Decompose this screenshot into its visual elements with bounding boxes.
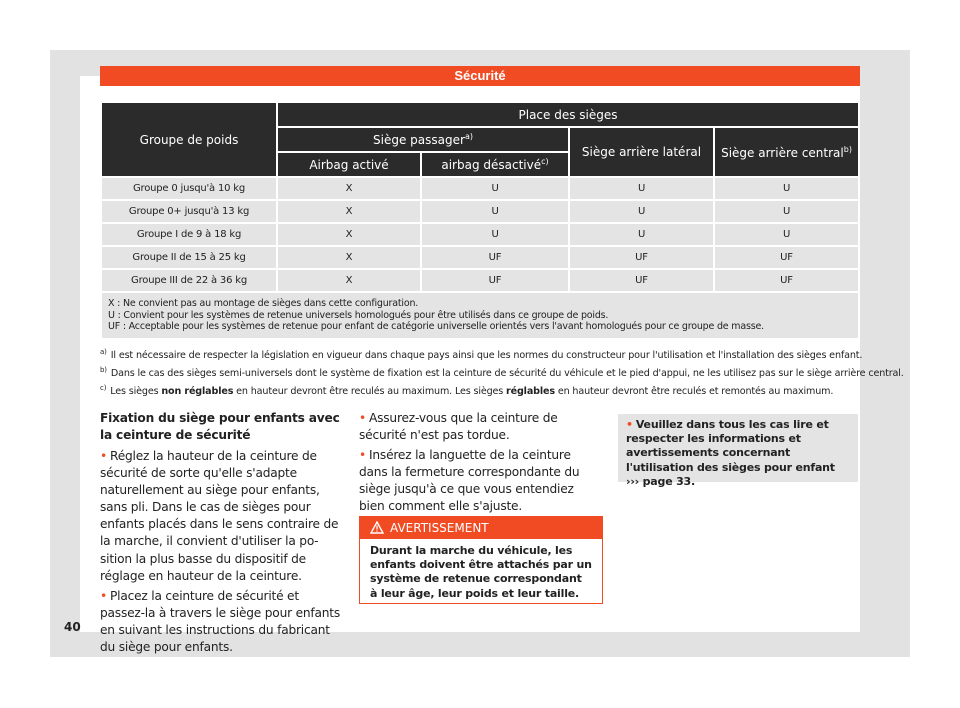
rear-side-seat-header: Siège arrière latéral: [569, 127, 714, 177]
page-reference-link[interactable]: ››› page 33.: [626, 474, 695, 488]
table-row: [101, 246, 859, 269]
weight-group-header: Groupe de poids: [101, 102, 277, 177]
instruction-2: • Placez la ceinture de sécurité et passez-la à travers le siège pour enfants en suivant les instructions du fabricant du siège pour enfants.: [100, 588, 341, 655]
table-legend-row: [101, 292, 859, 339]
airbag-on-header: Airbag activé: [277, 152, 421, 177]
row-rear-center: U: [714, 177, 859, 200]
row-rear-side: U: [569, 200, 714, 223]
instruction-4: • Insérez la languette de la ceinture dans la fermeture correspondante du siège jusqu'à ce que vous entendiez bien comment elle s'ajuste.: [359, 448, 580, 514]
row-airbag-on: X: [277, 223, 421, 246]
row-airbag-on: X: [277, 200, 421, 223]
row-airbag-on: X: [277, 246, 421, 269]
page-number: 40: [64, 620, 81, 634]
note-box: • Veuillez dans tous les cas lire et respecter les informations et avertissements concernant l'utilisation des sièges pour enfant ››› page 33.: [618, 414, 858, 482]
warning-text: Durant la marche du véhicule, les enfants doivent être attachés par un système de retenue correspondant à leur âge, leur poids et leur taille.: [370, 544, 592, 600]
note-text: Veuillez dans tous les cas lire et respecter les informations et avertissements concernant l'utilisation des sièges pour enfant: [626, 418, 835, 474]
footnote-b: $^{b)}$ Dans le cas des sièges semi-universels dont le système de fixation est la ceinture de sécurité du véhicule et le pied d'appui, ne les utilisez pas sur le siège arrière central.: [100, 366, 904, 380]
row-rear-side: UF: [569, 246, 714, 269]
row-rear-side: U: [569, 177, 714, 200]
row-group: Groupe 0+ jusqu'à 13 kg: [101, 200, 277, 223]
row-airbag-off: UF: [421, 269, 569, 292]
seat-place-header: Place des sièges: [277, 102, 859, 127]
row-rear-center: UF: [714, 269, 859, 292]
table-row: [101, 269, 859, 292]
legend-x: X : Ne convient pas au montage de sièges dans cette configuration.: [108, 298, 419, 309]
row-airbag-on: X: [277, 177, 421, 200]
column-2: [359, 410, 595, 519]
section-title: Sécurité: [454, 68, 506, 83]
legend-u: U : Convient pour les systèmes de retenue universels homologués pour être utilisés dans ce groupe de poids.: [108, 309, 609, 321]
instruction-1: • Réglez la hauteur de la ceinture de sécurité de sorte qu'elle s'adapte naturellement au siège pour enfants, sans pli. Dans le cas de sièges pour enfants placés dans le sens contraire de la marche, il convient d'utiliser la position la plus basse du dispositif de réglage en hauteur de la ceinture.: [100, 449, 339, 583]
column-1: [100, 410, 344, 659]
legend-uf: UF : Acceptable pour les systèmes de retenue pour enfant de catégorie universelle orientés vers l'avant homologués pour ce groupe de masse.: [108, 321, 764, 332]
row-rear-side: UF: [569, 269, 714, 292]
passenger-seat-header: Siège passager$^{a)}$: [277, 127, 569, 152]
row-group: Groupe I de 9 à 18 kg: [101, 223, 277, 246]
table-legend: [101, 292, 859, 339]
warning-triangle-icon: [370, 521, 384, 534]
row-group: Groupe 0 jusqu'à 10 kg: [101, 177, 277, 200]
table-row: [101, 200, 859, 223]
row-group: Groupe III de 22 à 36 kg: [101, 269, 277, 292]
row-airbag-on: X: [277, 269, 421, 292]
warning-title: AVERTISSEMENT: [390, 521, 489, 535]
instruction-3: • Assurez-vous que la ceinture de sécurité n'est pas tordue.: [359, 411, 558, 443]
section-header: [100, 66, 860, 86]
warning-header: [360, 517, 602, 539]
row-airbag-off: U: [421, 200, 569, 223]
row-airbag-off: U: [421, 177, 569, 200]
row-rear-center: U: [714, 200, 859, 223]
row-rear-center: U: [714, 223, 859, 246]
table-row: [101, 223, 859, 246]
row-airbag-off: U: [421, 223, 569, 246]
footnote-a: $^{a)}$ Il est nécessaire de respecter la législation en vigueur dans chaque pays ainsi que les normes du constructeur pour l'utilisation et l'installation des sièges enfant.: [100, 348, 863, 362]
rear-center-seat-header: Siège arrière central$^{b)}$: [714, 127, 859, 177]
table-row: [101, 177, 859, 200]
warning-box: [359, 516, 603, 604]
section-heading: Fixation du siège pour enfants avec la ceinture de sécurité: [100, 411, 340, 442]
row-airbag-off: UF: [421, 246, 569, 269]
row-group: Groupe II de 15 à 25 kg: [101, 246, 277, 269]
footnote-c: $^{c)}$ Les sièges non réglables en hauteur devront être reculés au maximum. Les sièges réglables en hauteur devront être reculés et remontés au maximum.: [100, 384, 834, 398]
airbag-off-header: airbag désactivé$^{c)}$: [421, 152, 569, 177]
row-rear-side: U: [569, 223, 714, 246]
row-rear-center: UF: [714, 246, 859, 269]
child-seat-table: [100, 101, 860, 340]
